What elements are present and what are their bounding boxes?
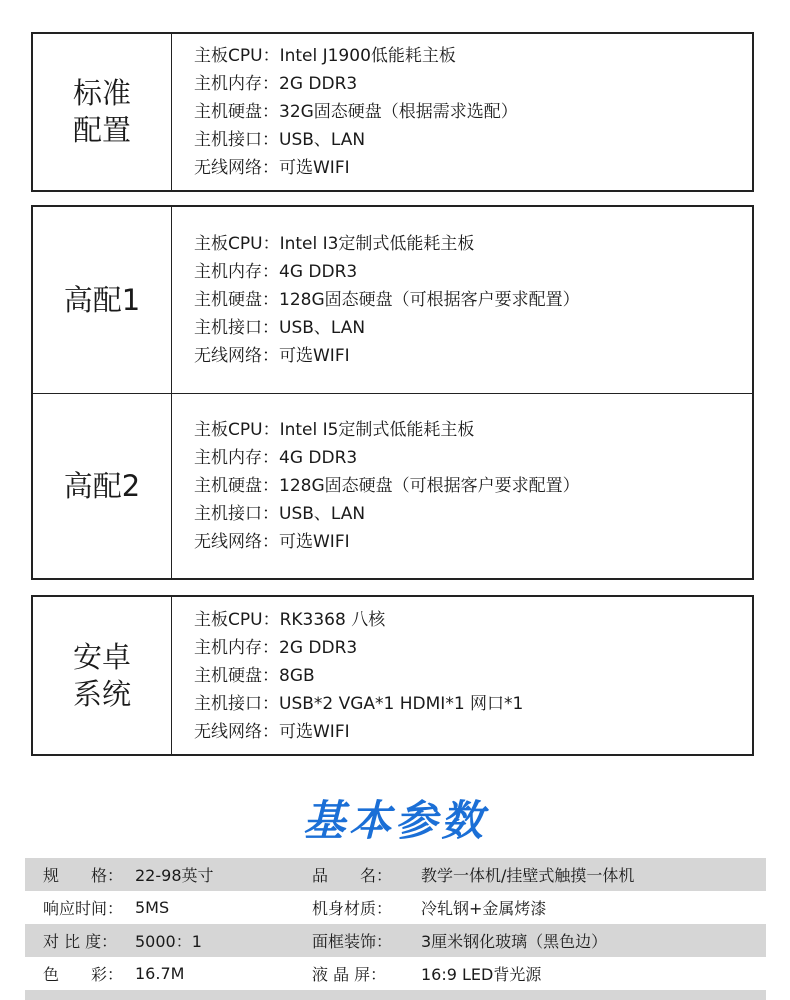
spec-line: 主板CPU：RK3368 八核 <box>194 609 386 630</box>
param-key: 面框装饰： <box>312 932 393 951</box>
spec-line: 主机接口：USB、LAN <box>194 504 366 524</box>
spec-line: 主机接口：USB、LAN <box>194 318 366 338</box>
spec-line: 主板CPU：Intel I3定制式低能耗主板 <box>194 234 475 254</box>
config-row <box>33 34 752 190</box>
config-specs <box>172 34 752 190</box>
spec-line: 无线网络：可选WIFI <box>194 158 350 178</box>
params-row <box>25 858 766 891</box>
params-row <box>25 957 766 990</box>
config-label: 安卓 系统 <box>33 597 172 754</box>
config-specs <box>172 597 752 754</box>
config-box-standard <box>31 32 754 192</box>
spec-line: 主机内存：4G DDR3 <box>194 448 358 468</box>
param-value: 22-98英寸 <box>135 866 214 885</box>
param-key: 规 格： <box>43 866 124 885</box>
spec-line: 主机硬盘：128G固态硬盘（可根据客户要求配置） <box>194 290 580 310</box>
config-label: 高配1 <box>33 207 172 393</box>
params-row <box>25 891 766 924</box>
param-value: 16.7M <box>135 964 185 983</box>
spec-line: 主机内存：4G DDR3 <box>194 262 358 282</box>
spec-line: 主机硬盘：128G固态硬盘（可根据客户要求配置） <box>194 476 580 496</box>
config-box-high <box>31 205 754 580</box>
config-specs <box>172 207 752 393</box>
config-row <box>33 597 752 754</box>
spec-line: 主板CPU：Intel I5定制式低能耗主板 <box>194 420 475 440</box>
params-table <box>25 858 766 1000</box>
param-value: 5MS <box>135 898 170 917</box>
param-key: 液 晶 屏： <box>312 965 387 984</box>
param-value: 教学一体机/挂壁式触摸一体机 <box>421 866 635 885</box>
params-row-partial <box>25 990 766 1000</box>
spec-line: 主机硬盘：32G固态硬盘（根据需求选配） <box>194 102 518 122</box>
param-value: 5000：1 <box>135 932 202 951</box>
spec-line: 主机硬盘：8GB <box>194 665 315 686</box>
param-value: 冷轧钢+金属烤漆 <box>421 899 547 918</box>
config-row <box>33 394 752 578</box>
param-key: 机身材质： <box>312 899 393 918</box>
param-key: 响应时间： <box>43 899 124 918</box>
spec-line: 主机接口：USB*2 VGA*1 HDMI*1 网口*1 <box>194 693 524 714</box>
section-title: 基本参数 <box>302 796 487 845</box>
spec-line: 主机内存：2G DDR3 <box>194 637 358 658</box>
spec-line: 主机接口：USB、LAN <box>194 130 366 150</box>
config-row <box>33 207 752 394</box>
config-label: 标准 配置 <box>33 34 172 190</box>
spec-line: 主机内存：2G DDR3 <box>194 74 358 94</box>
spec-line: 无线网络：可选WIFI <box>194 721 350 742</box>
param-value: 16:9 LED背光源 <box>421 965 542 984</box>
spec-line: 无线网络：可选WIFI <box>194 532 350 552</box>
param-key: 品 名： <box>312 866 393 885</box>
param-value: 3厘米钢化玻璃（黑色边） <box>421 932 608 951</box>
param-key: 色 彩： <box>43 965 124 984</box>
spec-line: 主板CPU：Intel J1900低能耗主板 <box>194 46 456 66</box>
config-box-android <box>31 595 754 756</box>
config-specs <box>172 394 752 578</box>
spec-line: 无线网络：可选WIFI <box>194 346 350 366</box>
params-row <box>25 924 766 957</box>
param-key: 对 比 度： <box>43 932 118 951</box>
config-label: 高配2 <box>33 394 172 578</box>
